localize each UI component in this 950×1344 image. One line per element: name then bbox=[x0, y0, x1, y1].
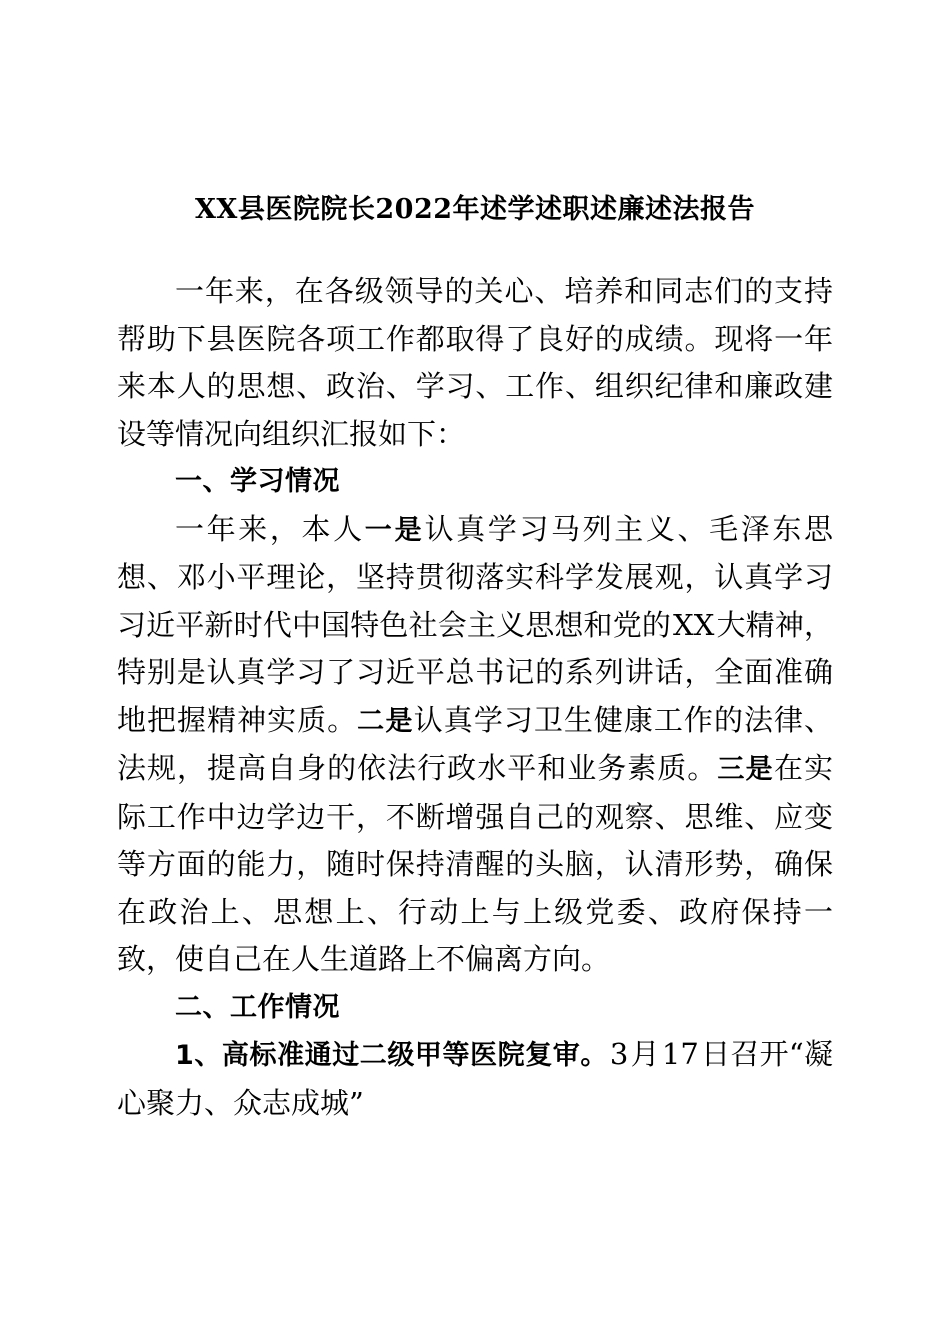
bold-run: 二是 bbox=[357, 705, 414, 737]
text-run: 一年来，本人 bbox=[175, 511, 365, 546]
latin-run: 3 bbox=[609, 1037, 629, 1071]
text-run: 认真学习卫生健康工作的法律、法规，提高自身的依法行政水平和业务素质。 bbox=[117, 702, 833, 785]
section-heading-study: 一、学习情况 bbox=[175, 466, 340, 497]
document-title: XX县医院院长2022年述学述职述廉述法报告 bbox=[194, 194, 756, 225]
intro-paragraph: 一年来，在各级领导的关心、培养和同志们的支持帮助下县医院各项工作都取得了良好的成绩。现将一年来本人的思想、政治、学习、工作、组织纪律和廉政建设等情况向组织汇报如下： bbox=[117, 274, 833, 451]
study-paragraph bbox=[117, 506, 833, 984]
bold-run: 三是 bbox=[717, 754, 774, 785]
text-run: 认真学习马列主义、毛泽东思想、邓小平理论，坚持贯彻落实科学发展观，认真学习习近平新时代中国特色社会主义思想和党的 bbox=[117, 511, 833, 642]
text-run: 大精神，特别是认真学习了习近平总书记的系列讲话，全面准确地把握精神实质。 bbox=[117, 607, 833, 737]
document-body bbox=[117, 186, 833, 1127]
work-item-1-paragraph bbox=[117, 1031, 833, 1127]
latin-run: 17 bbox=[661, 1037, 699, 1071]
bold-run: 一是 bbox=[364, 514, 425, 546]
section-heading-work: 二、工作情况 bbox=[175, 991, 340, 1023]
latin-run: XX bbox=[673, 607, 715, 642]
text-run: 日召开“凝心聚力、众志成城” bbox=[117, 1037, 833, 1120]
text-run: 在实际工作中边学边干，不断增强自己的观察、思维、应变等方面的能力，随时保持清醒的头脑，认清形势，确保在政治上、思想上、行动上与上级党委、政府保持一致，使自己在人生道路上不偏离方向。 bbox=[117, 751, 833, 976]
bold-run: 1、高标准通过二级甲等医院复审。 bbox=[175, 1040, 608, 1071]
text-run: 月 bbox=[630, 1037, 660, 1071]
